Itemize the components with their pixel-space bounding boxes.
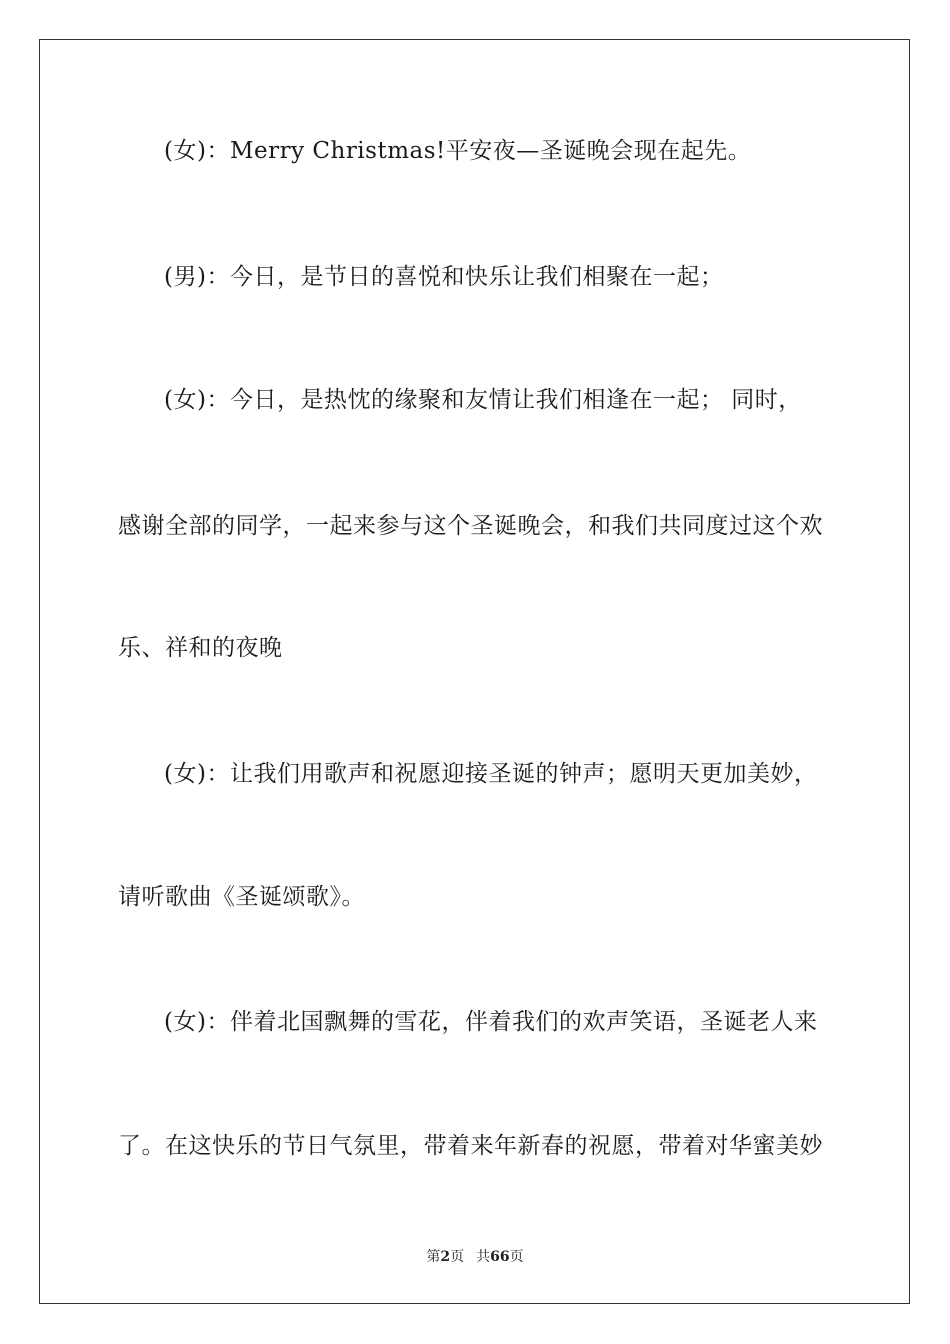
- dialogue-line-3-end: 乐、祥和的夜晚: [118, 635, 283, 661]
- page-prefix: 第: [426, 1249, 441, 1265]
- page-number: 2: [440, 1249, 451, 1265]
- dialogue-line-4-cont: 请听歌曲《圣诞颂歌》。: [118, 884, 365, 910]
- dialogue-line-2: (男)：今日，是节日的喜悦和快乐让我们相聚在一起；: [164, 264, 724, 290]
- dialogue-line-3: (女)：今日，是热忱的缘聚和友情让我们相逢在一起； 同时，: [164, 387, 802, 413]
- dialogue-line-4: (女)：让我们用歌声和祝愿迎接圣诞的钟声；愿明天更加美妙，: [164, 761, 818, 787]
- total-prefix: 共: [476, 1249, 491, 1265]
- dialogue-line-1: (女)：Merry Christmas!平安夜—圣诞晚会现在起先。: [164, 138, 752, 164]
- page-suffix: 页: [450, 1249, 465, 1265]
- page-footer: [0, 1248, 950, 1266]
- total-pages: 66: [490, 1249, 510, 1265]
- dialogue-line-5-cont: 了。在这快乐的节日气氛里，带着来年新春的祝愿，带着对华蜜美妙: [118, 1133, 823, 1159]
- dialogue-line-5: (女)：伴着北国飘舞的雪花，伴着我们的欢声笑语，圣诞老人来: [164, 1009, 818, 1035]
- total-suffix: 页: [509, 1249, 524, 1265]
- page-border: [39, 39, 910, 1304]
- dialogue-line-3-cont: 感谢全部的同学，一起来参与这个圣诞晚会，和我们共同度过这个欢: [118, 513, 823, 539]
